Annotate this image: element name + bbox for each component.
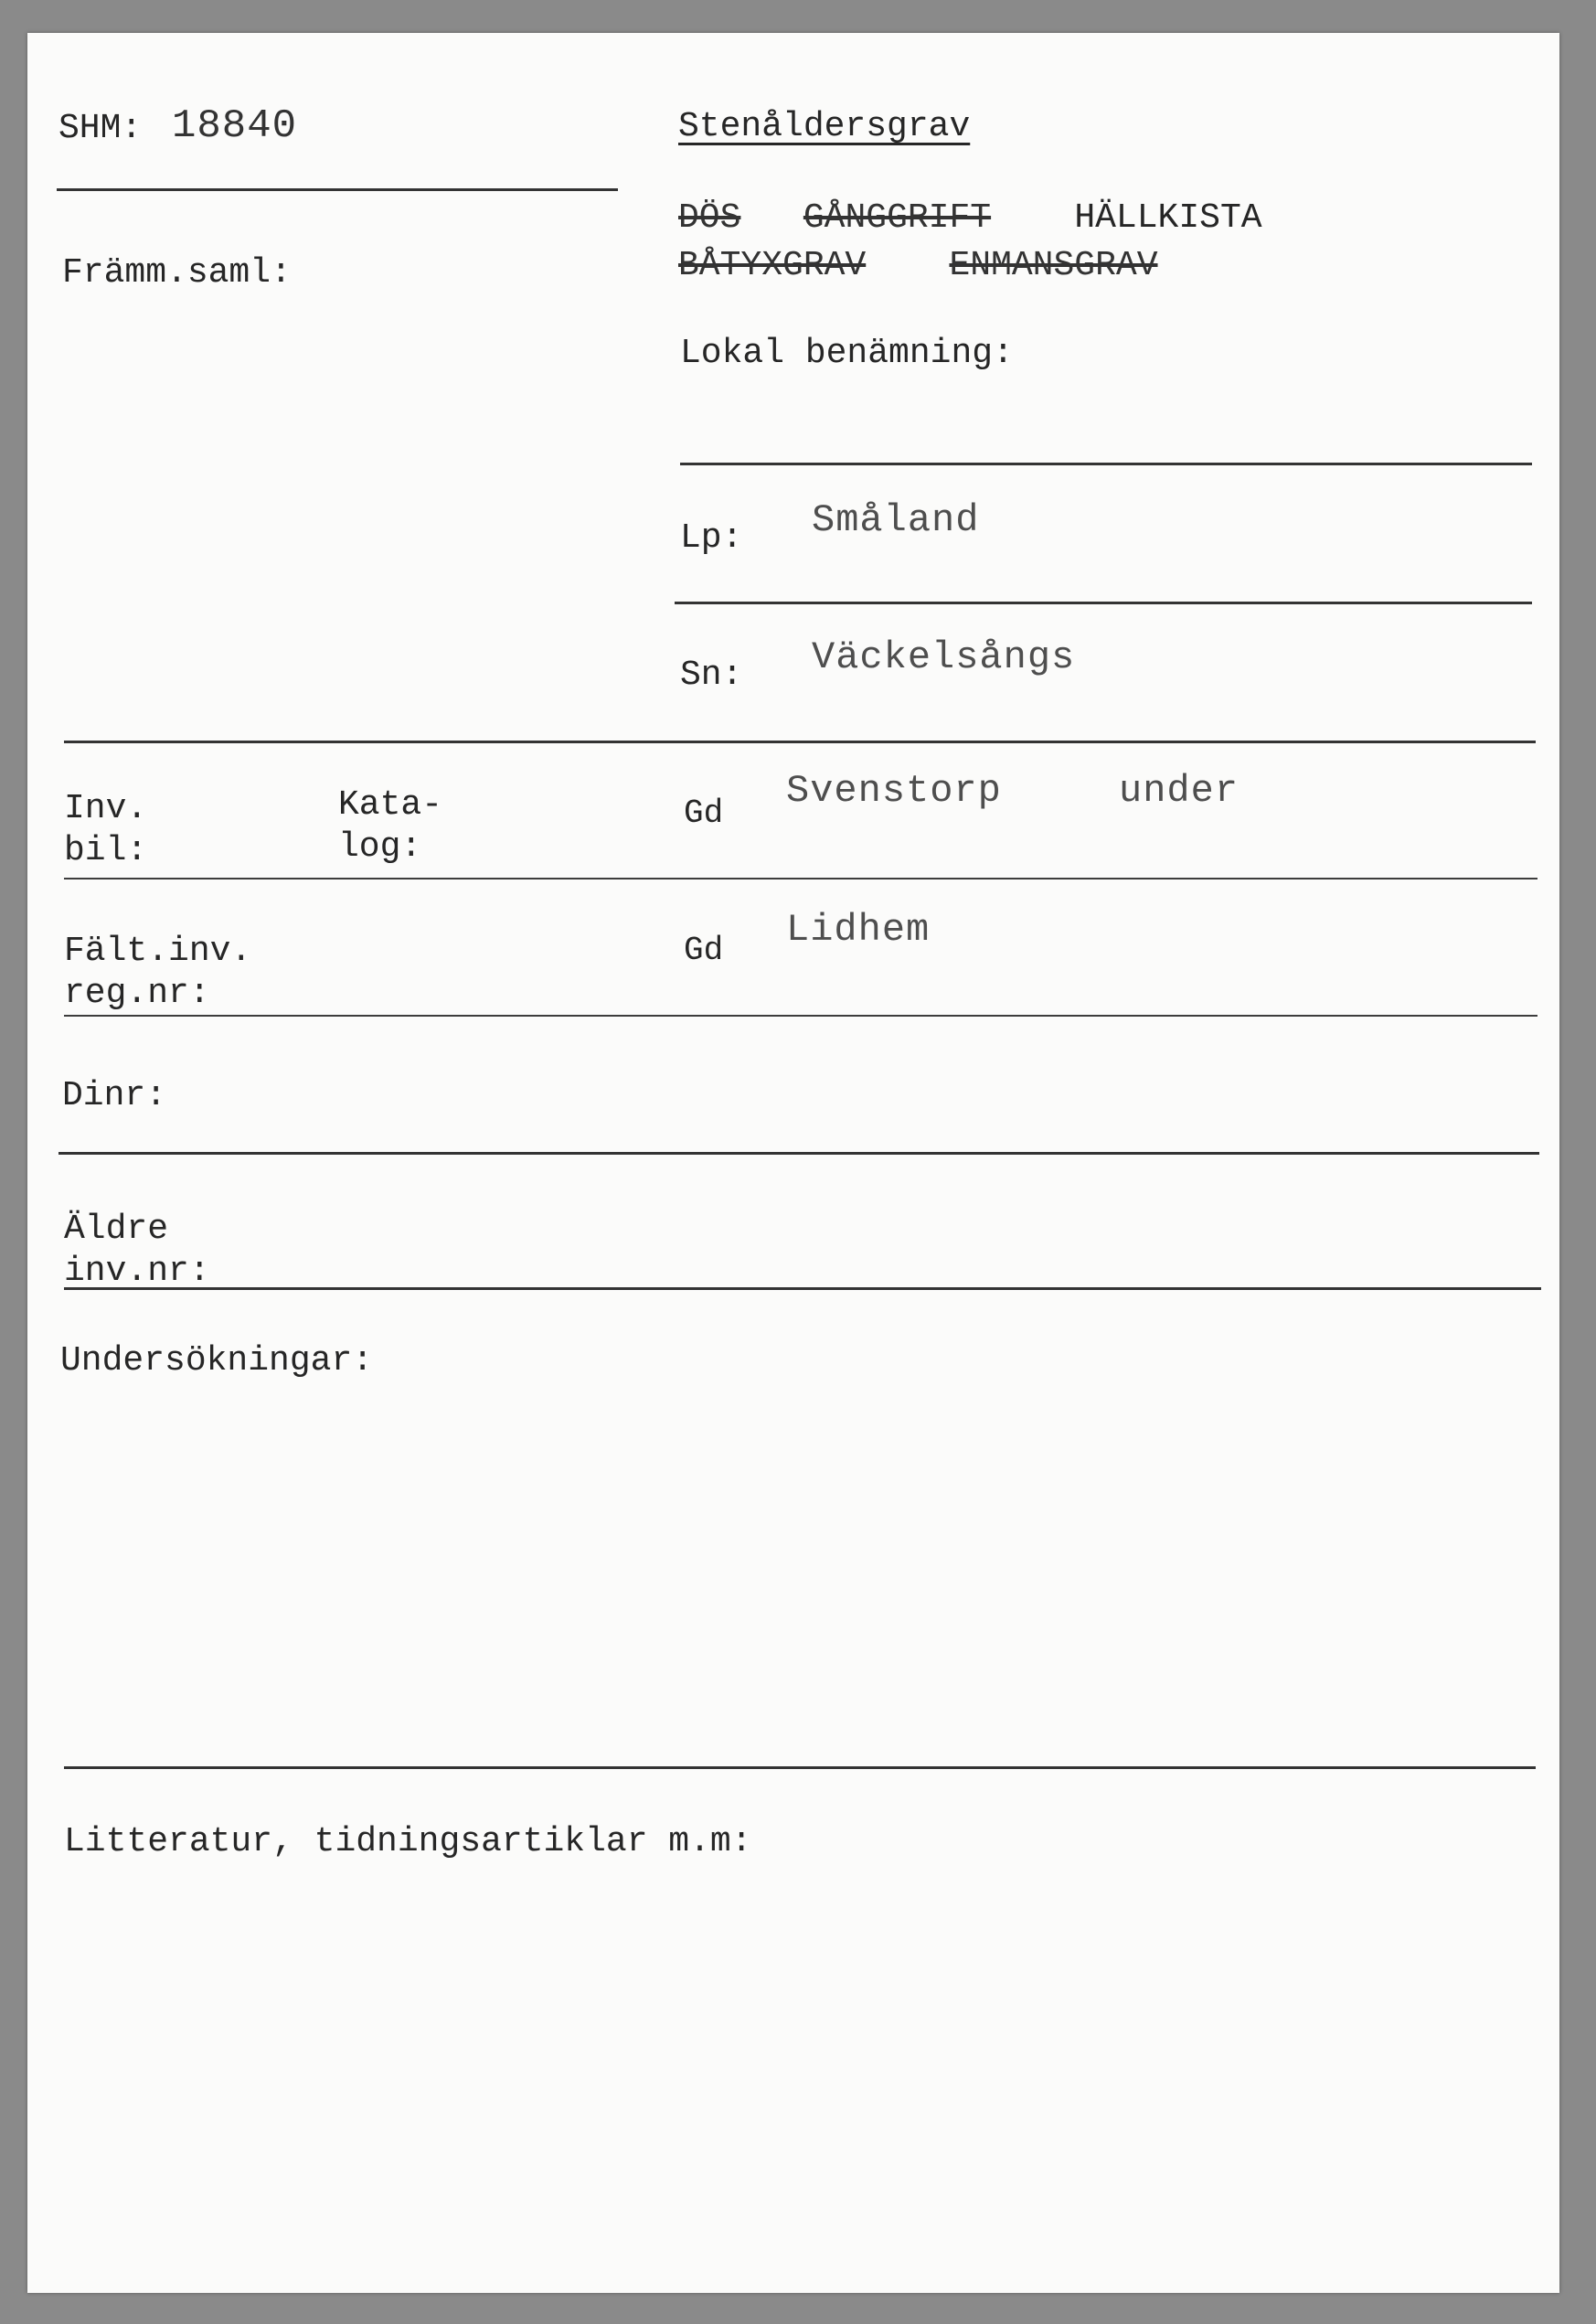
lokal-benamning-label: Lokal benämning:: [680, 334, 1014, 373]
gd-value-2: Lidhem: [786, 908, 931, 952]
type-hallkista: HÄLLKISTA: [1074, 198, 1262, 238]
gd-value-1: Svenstorp: [786, 769, 1002, 813]
framm-saml-label: Främm.saml:: [62, 253, 292, 293]
inv-bil-label: [64, 788, 147, 871]
sn-label: Sn:: [680, 656, 743, 695]
type-ganggrift: GÅNGGRIFT: [803, 198, 992, 238]
category-title: Stenåldersgrav: [678, 107, 971, 146]
katalog-line-1: Kata-: [338, 785, 443, 825]
shm-number: 18840: [172, 103, 298, 149]
grave-type-row-1: [678, 197, 1262, 240]
type-dos: DÖS: [678, 198, 741, 238]
divider-inv: [64, 878, 1537, 879]
divider-undersokningar: [64, 1766, 1536, 1769]
type-batyxgrav: BÅTYXGRAV: [678, 246, 867, 285]
divider-shm: [57, 188, 618, 191]
gd-value-1-suffix: under: [1119, 769, 1240, 813]
gd-label-2: Gd: [684, 932, 724, 969]
sn-value: Väckelsångs: [812, 635, 1076, 679]
gd-label-1: Gd: [684, 794, 724, 832]
katalog-label: [338, 784, 442, 868]
aldre-line-2: inv.nr:: [64, 1251, 210, 1291]
grave-type-row-2: [678, 245, 1158, 287]
inv-bil-line-1: Inv.: [64, 789, 148, 828]
index-card: [27, 33, 1559, 2293]
dinr-label: Dinr:: [62, 1076, 167, 1115]
undersokningar-label: Undersökningar:: [60, 1341, 374, 1381]
katalog-line-2: log:: [338, 826, 422, 867]
litteratur-label: Litteratur, tidningsartiklar m.m:: [64, 1822, 752, 1861]
divider-lp: [675, 602, 1532, 604]
type-enmansgrav: ENMANSGRAV: [949, 246, 1158, 285]
divider-aldre: [64, 1287, 1541, 1290]
divider-lokal: [680, 463, 1532, 465]
divider-dinr: [59, 1152, 1539, 1155]
falt-inv-label: [64, 931, 251, 1014]
falt-inv-line-2: reg.nr:: [64, 973, 210, 1013]
inv-bil-line-2: bil:: [64, 830, 148, 870]
falt-inv-line-1: Fält.inv.: [64, 932, 252, 971]
shm-label: SHM:: [59, 109, 143, 148]
divider-sn: [64, 741, 1536, 743]
lp-value: Småland: [812, 498, 980, 542]
lp-label: Lp:: [680, 518, 743, 558]
divider-falt: [64, 1015, 1537, 1017]
aldre-inv-label: [64, 1209, 210, 1292]
aldre-line-1: Äldre: [64, 1210, 169, 1249]
